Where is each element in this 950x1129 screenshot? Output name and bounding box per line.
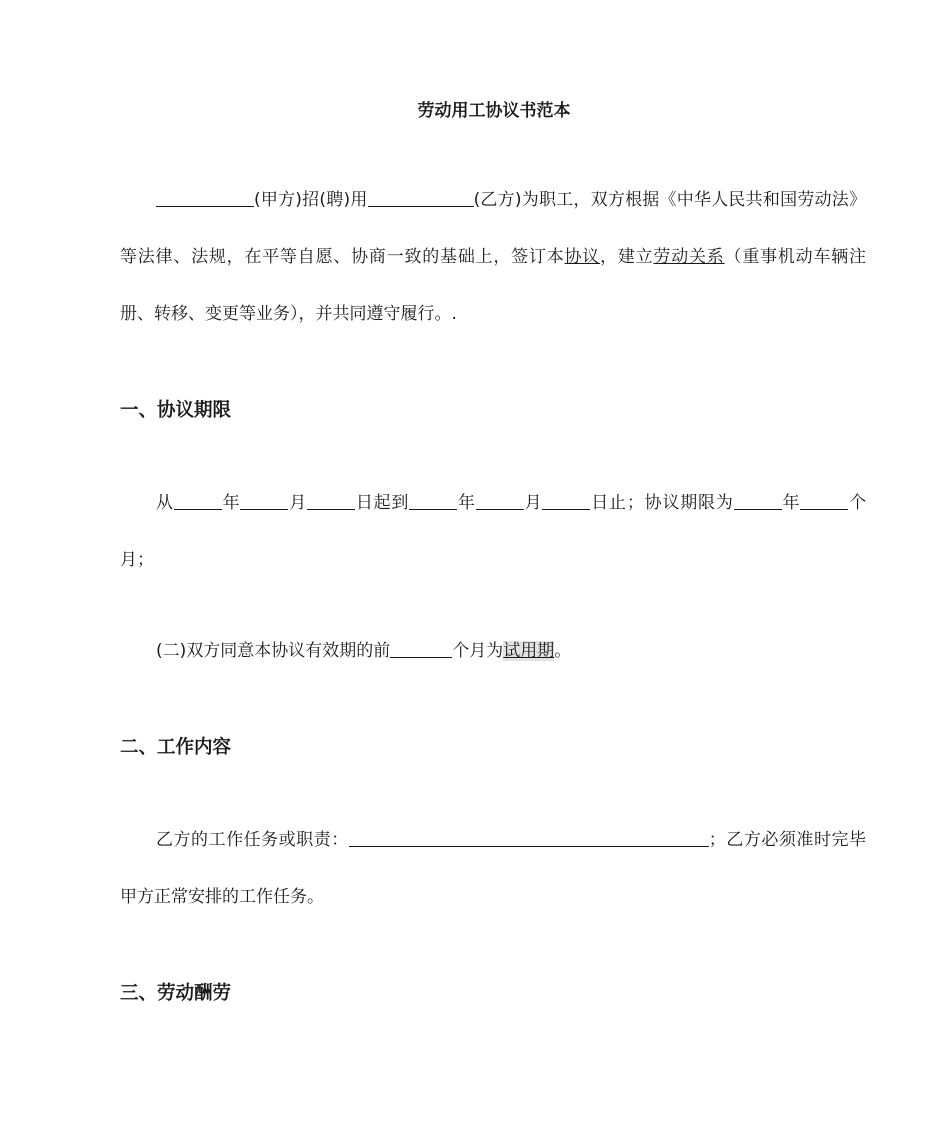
- duties-suffix: ；乙方必须准时完毕甲方正常安排的工作任务。: [120, 830, 867, 907]
- probation-end: 。: [554, 641, 572, 661]
- labor-relation-link[interactable]: 劳动关系: [653, 247, 725, 267]
- end-day-blank[interactable]: [542, 492, 590, 510]
- duration-month-blank[interactable]: [800, 492, 848, 510]
- probation-link[interactable]: 试用期: [503, 641, 555, 661]
- term-from-text: 从: [156, 493, 174, 513]
- month-label: 月: [523, 493, 543, 513]
- end-month-blank[interactable]: [476, 492, 524, 510]
- section-1-heading: 一、协议期限: [120, 400, 232, 421]
- duration-year-blank[interactable]: [734, 492, 782, 510]
- section-3-heading: 三、劳动酬劳: [120, 983, 232, 1004]
- end-year-blank[interactable]: [409, 492, 457, 510]
- probation-mid: 个月为: [452, 641, 504, 661]
- duties-paragraph: [120, 812, 866, 926]
- start-month-blank[interactable]: [240, 492, 288, 510]
- party-b-blank[interactable]: [368, 189, 474, 207]
- intro-text-2: (乙方)为职工，双方根据《中华人民共和国劳动法》等法律、法规，在平等自愿、协商一致的基础上，签订本: [120, 190, 867, 267]
- start-day-blank[interactable]: [307, 492, 355, 510]
- year-label: 年: [221, 493, 241, 513]
- probation-months-blank[interactable]: [390, 640, 452, 658]
- months-suffix-label: 个月；: [120, 493, 867, 570]
- intro-text-4: （重事机动车辆注册、转移、变更等业务），并共同遵守履行。.: [120, 247, 867, 324]
- probation-paragraph: [120, 623, 866, 680]
- party-a-blank[interactable]: [156, 189, 254, 207]
- month-label: 月: [288, 493, 308, 513]
- section-2-heading: 二、工作内容: [120, 737, 232, 758]
- term-paragraph: [120, 475, 866, 589]
- day-end-label: 日止；协议期限为: [590, 493, 734, 513]
- probation-prefix: (二)双方同意本协议有效期的前: [156, 641, 391, 661]
- intro-paragraph: [120, 172, 866, 343]
- agreement-link[interactable]: 协议: [564, 247, 601, 267]
- duties-blank[interactable]: [349, 829, 709, 847]
- duties-prefix: 乙方的工作任务或职责：: [156, 830, 349, 850]
- intro-text-1: (甲方)招(聘)用: [254, 190, 368, 210]
- year-label: 年: [457, 493, 476, 513]
- year-label: 年: [781, 493, 801, 513]
- start-year-blank[interactable]: [174, 492, 222, 510]
- intro-text-3: ，建立: [600, 247, 654, 267]
- day-start-label: 日起到: [355, 493, 410, 513]
- document-title: 劳动用工协议书范本: [417, 101, 571, 121]
